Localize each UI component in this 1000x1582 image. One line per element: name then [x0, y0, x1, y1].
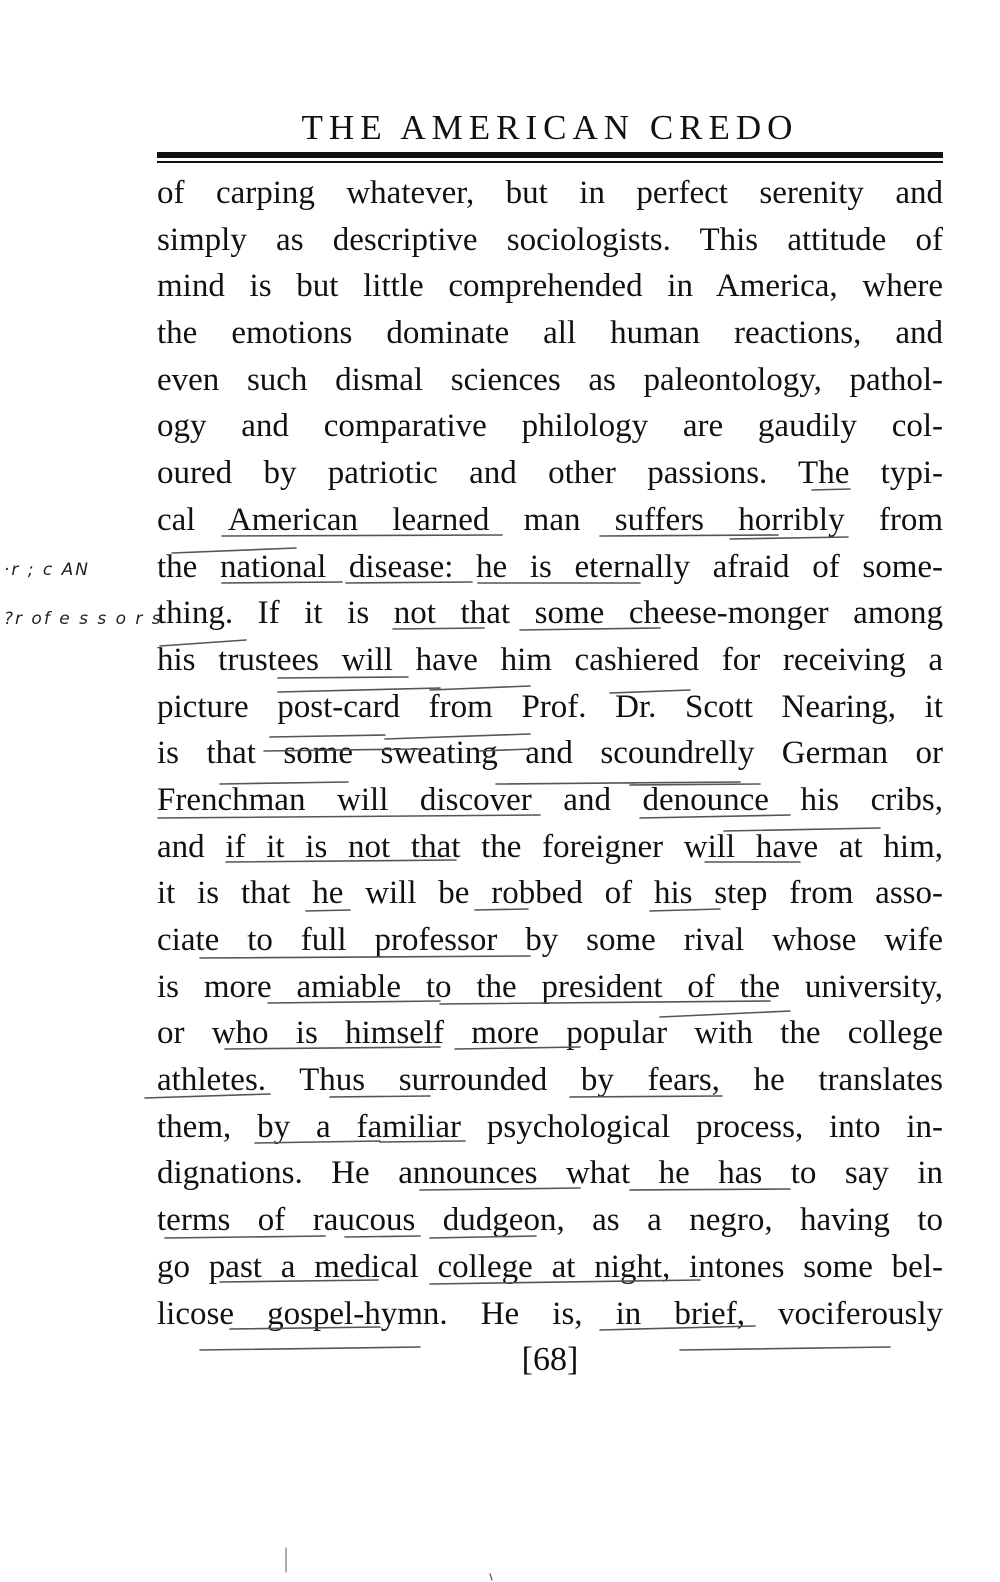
text-line: licose gospel-hymn. He is, in brief, vociferously — [157, 1295, 943, 1332]
margin-note-handwritten: ·r ; c AN — [4, 560, 91, 580]
running-head: THE AMERICAN CREDO — [301, 108, 799, 147]
text-line: thing. If it is not that some cheese-monger among — [157, 595, 943, 632]
margin-note-handwritten: ?r of e s s o r s — [4, 609, 163, 629]
text-line: terms of raucous dudgeon, as a negro, having to — [157, 1202, 943, 1239]
header-rule-thick — [157, 152, 943, 158]
text-line: is that some sweating and scoundrelly German or — [157, 735, 943, 772]
text-line: go past a medical college at night, intones some bel- — [157, 1248, 943, 1285]
text-line: of carping whatever, but in perfect serenity and — [157, 175, 943, 211]
text-line: even such dismal sciences as paleontology, pathol- — [157, 361, 943, 398]
text-line: picture post-card from Prof. Dr. Scott Nearing, it — [157, 688, 943, 725]
text-line: is more amiable to the president of the university, — [157, 968, 943, 1005]
text-line: or who is himself more popular with the college — [157, 1015, 943, 1052]
text-line: simply as descriptive sociologists. This attitude of — [157, 221, 943, 258]
text-line: them, by a familiar psychological process, into in- — [157, 1108, 943, 1145]
text-line: his trustees will have him cashiered for receiving a — [157, 641, 943, 678]
text-line: the national disease: he is eternally afraid of some- — [157, 548, 943, 585]
header-rule-thin — [157, 161, 943, 163]
body-text — [157, 170, 943, 1337]
text-line: Frenchman will discover and denounce his cribs, — [157, 781, 943, 818]
text-line: oured by patriotic and other passions. The typi- — [157, 455, 943, 492]
text-line: ogy and comparative philology are gaudily col- — [157, 408, 943, 445]
text-line: the emotions dominate all human reactions, and — [157, 315, 943, 352]
text-line: cal American learned man suffers horribly from — [157, 501, 943, 538]
text-line: ciate to full professor by some rival whose wife — [157, 922, 943, 958]
text-line: it is that he will be robbed of his step from asso- — [157, 875, 943, 912]
page-number: [68] — [521, 1341, 579, 1378]
text-line: dignations. He announces what he has to say in — [157, 1155, 943, 1192]
text-line: mind is but little comprehended in America, where — [157, 268, 943, 305]
text-line: athletes. Thus surrounded by fears, he translates — [157, 1062, 943, 1099]
text-line: and if it is not that the foreigner will have at him, — [157, 828, 943, 865]
